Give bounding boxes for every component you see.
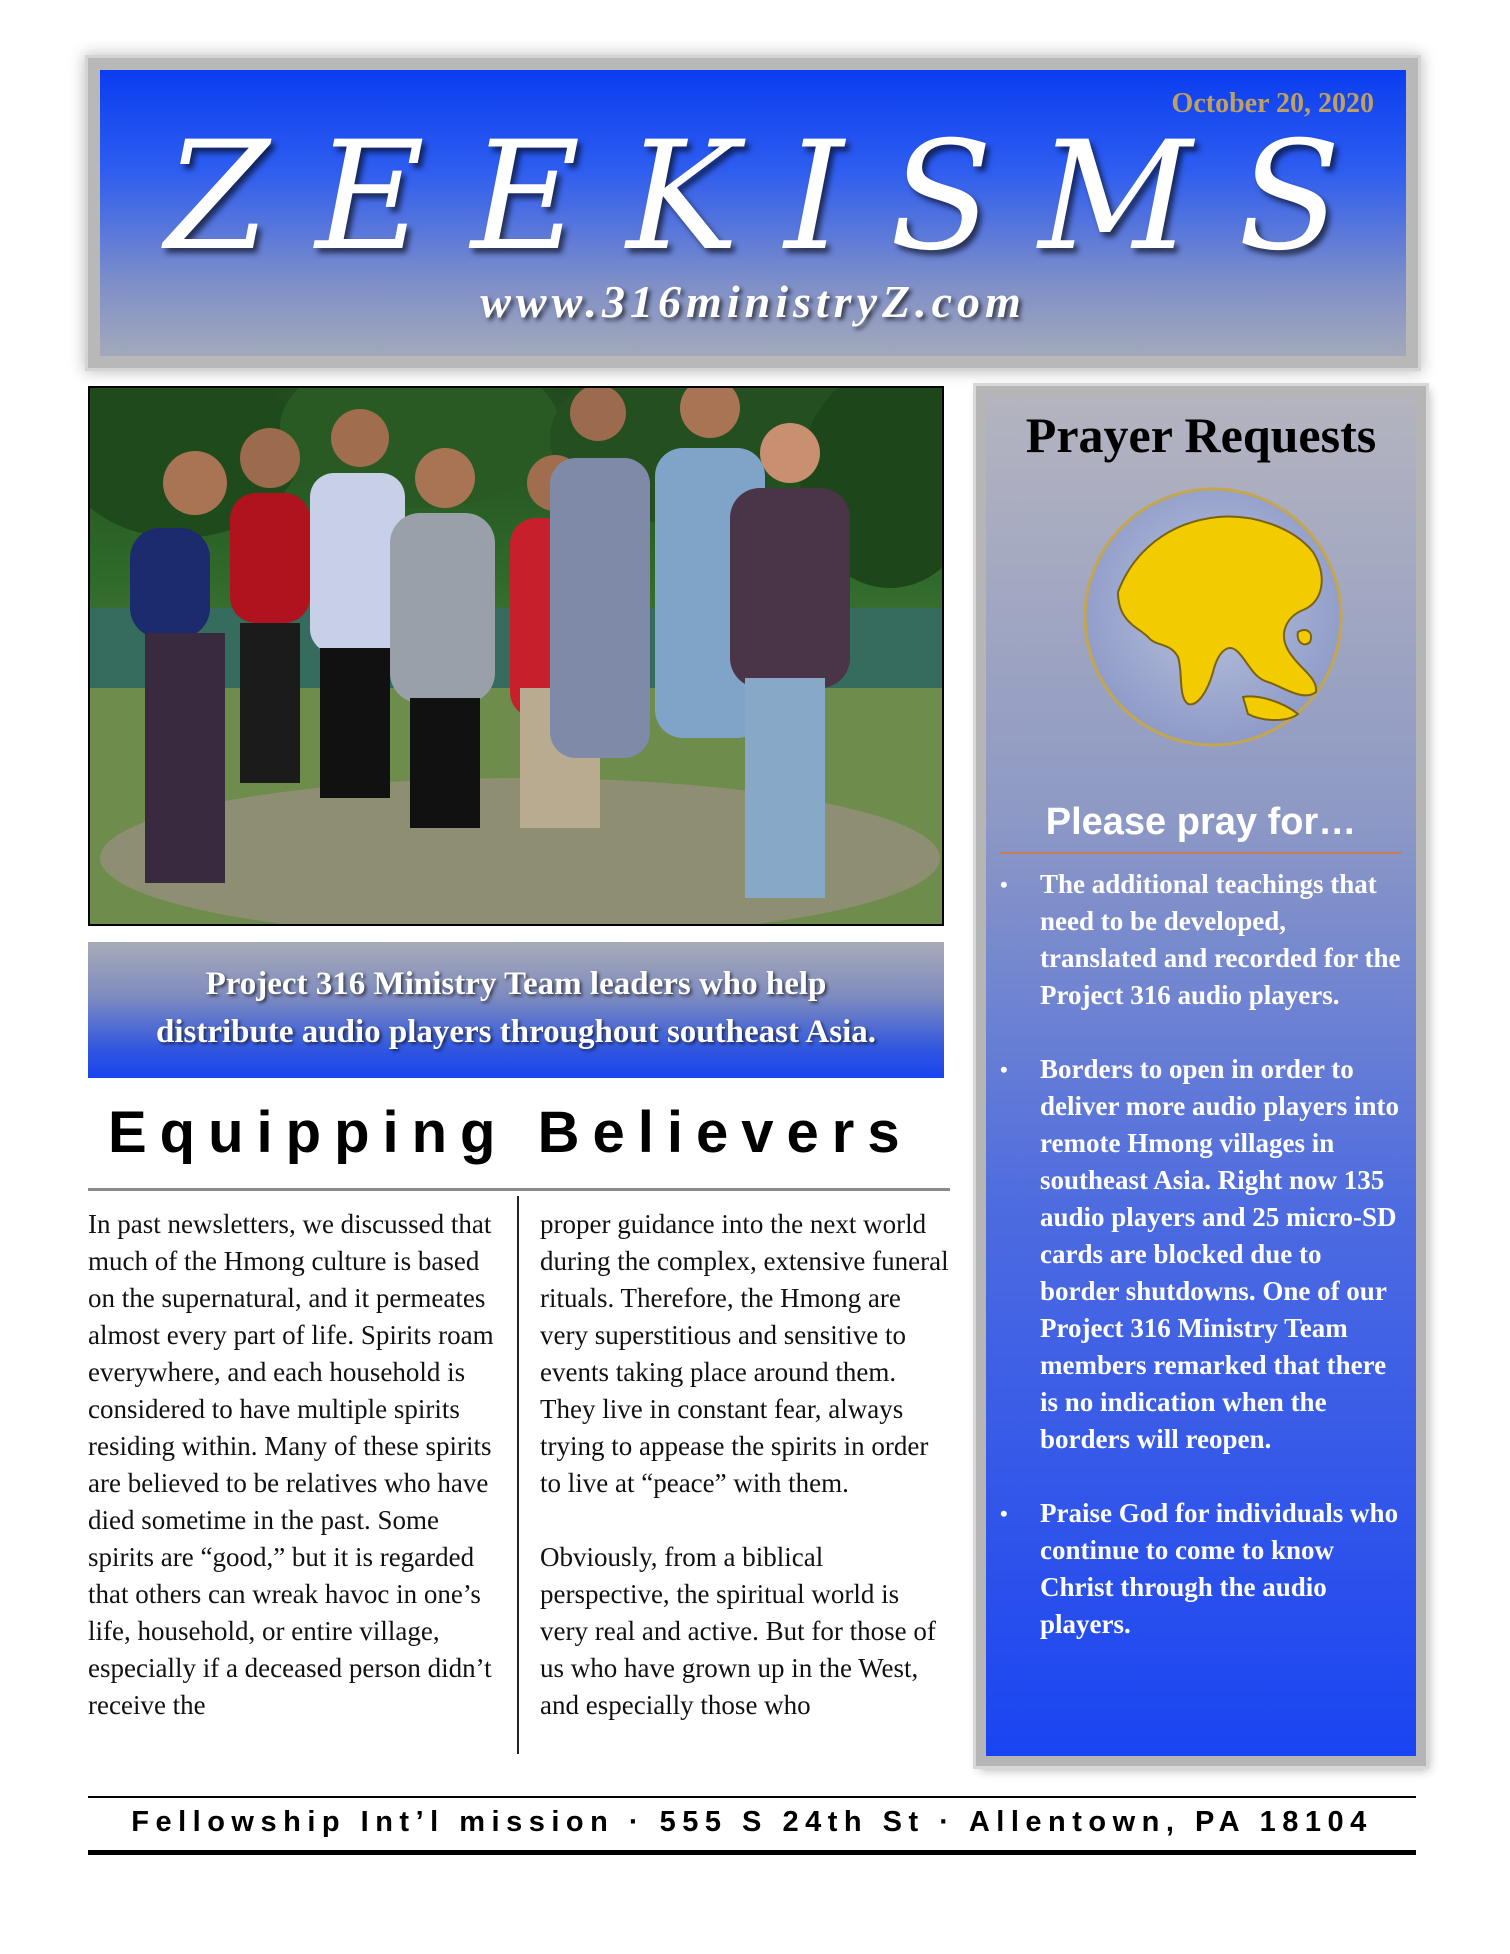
newsletter-title: ZEEKISMS [165, 110, 1387, 284]
headline-divider [88, 1188, 950, 1191]
bullet-icon: • [1000, 1057, 1008, 1082]
prayer-item-text: Borders to open in order to deliver more audio players into remote Hmong villages in southeast Asia. Right now 135 audio players and 25 micro-SD cards are blocked due to border shutdowns. One of our Project 316 Ministry Team members remarked that there is no indication when the borders will reopen. [1040, 1054, 1399, 1454]
prayer-item [986, 1495, 1416, 1643]
issue-date: October 20, 2020 [1171, 88, 1374, 119]
article-column-1 [88, 1206, 498, 1724]
pray-for-heading: Please pray for… [1045, 801, 1357, 843]
prayer-item [986, 866, 1416, 1014]
footer-bottom-rule [88, 1850, 1416, 1855]
photo-caption [88, 942, 944, 1078]
caption-line-2: distribute audio players throughout southeast Asia. [155, 1014, 877, 1050]
caption-line-1: Project 316 Ministry Team leaders who help [205, 966, 827, 1002]
column-divider [517, 1196, 519, 1754]
footer-address: Fellowship Int’l mission · 555 S 24th St · Allentown, PA 18104 [131, 1806, 1373, 1838]
article-paragraph: In past newsletters, we discussed that much of the Hmong culture is based on the supernatural, and it permeates almost every part of life. Spirits roam everywhere, and each household is considered to have multiple spirits residing within. Many of these spirits are believed to be relatives who have died sometime in the past. Some spirits are “good,” but it is regarded that others can wreak havoc in one’s life, household, or entire village, especially if a deceased person didn’t receive the [88, 1209, 494, 1720]
sidebar-title: Prayer Requests [1025, 407, 1377, 463]
bullet-icon: • [1000, 1501, 1008, 1526]
team-photo-illustration [90, 388, 942, 924]
prayer-requests-sidebar [976, 386, 1426, 1766]
article-paragraph: Obviously, from a biblical perspective, the spiritual world is very real and active. But for those of us who have grown up in the West, and especially those who [540, 1542, 936, 1720]
website-url: www.316ministryZ.com [480, 276, 1026, 327]
article-column-2 [540, 1206, 950, 1724]
prayer-list [986, 866, 1416, 1680]
masthead [88, 58, 1418, 368]
asia-globe-icon [1078, 482, 1348, 752]
team-photo [88, 386, 944, 926]
prayer-item-text: The additional teachings that need to be developed, translated and recorded for the Project 316 audio players. [1040, 869, 1401, 1010]
pray-for-divider [1000, 852, 1402, 854]
prayer-item-text: Praise God for individuals who continue to come to know Christ through the audio players. [1040, 1498, 1399, 1639]
article-paragraph: proper guidance into the next world during the complex, extensive funeral rituals. Therefore, the Hmong are very superstitious and sensitive to events taking place around them. They live in constant fear, always trying to appease the spirits in order to live at “peace” with them. [540, 1209, 949, 1498]
bullet-icon: • [1000, 872, 1008, 897]
footer-top-rule [88, 1796, 1416, 1798]
article-headline: Equipping Believers [108, 1100, 913, 1165]
prayer-item [986, 1051, 1416, 1458]
